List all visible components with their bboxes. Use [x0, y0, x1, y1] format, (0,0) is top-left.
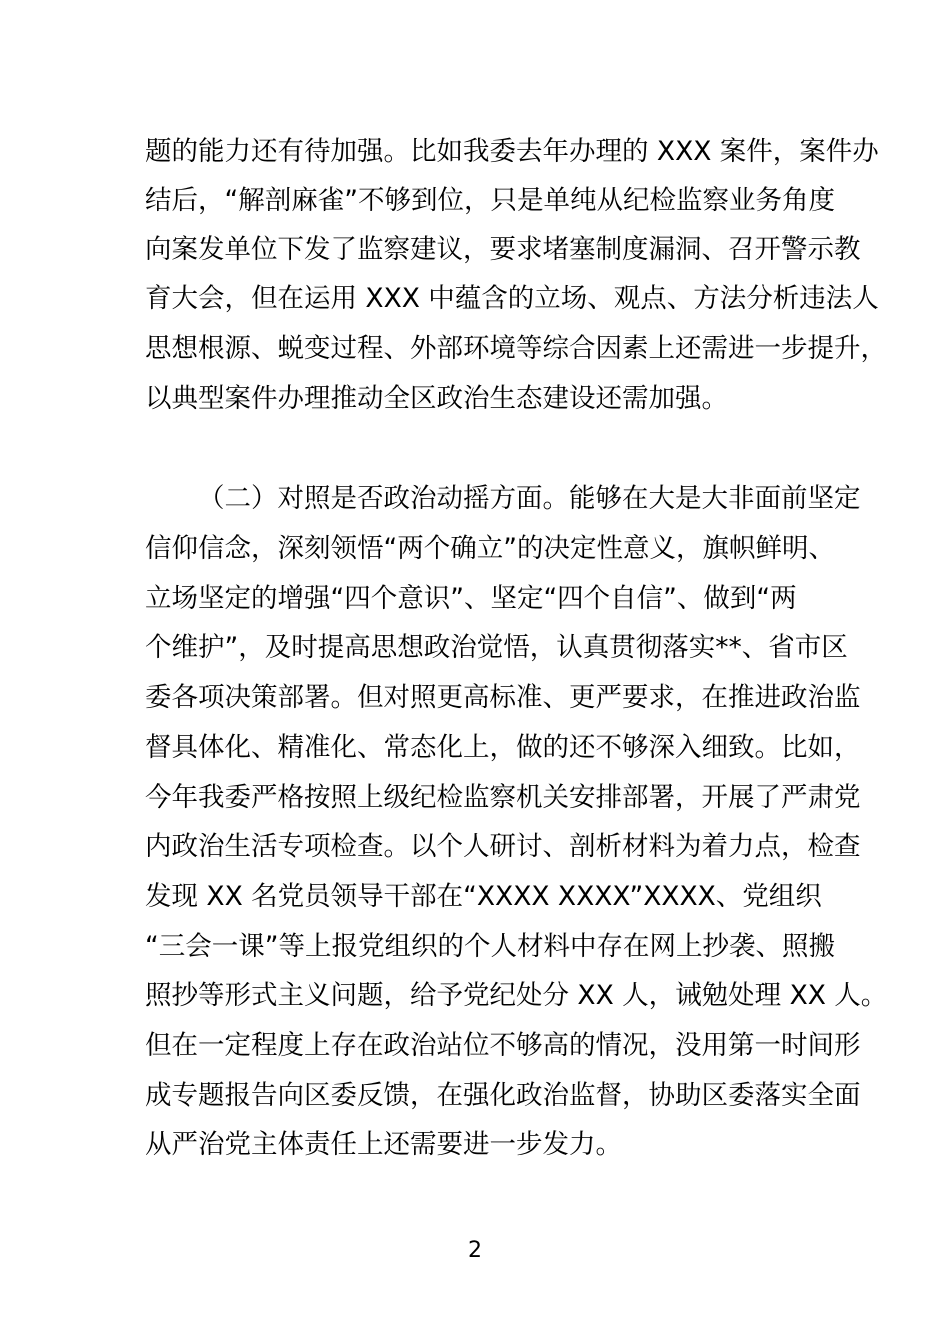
- paragraph-line: 信仰信念，深刻领悟“两个确立”的决定性意义，旗帜鲜明、: [145, 533, 835, 564]
- paragraph-line: “三会一课”等上报党组织的个人材料中存在网上抄袭、照搬: [145, 931, 835, 962]
- paragraph-line: 今年我委严格按照上级纪检监察机关安排部署，开展了严肃党: [145, 782, 861, 813]
- paragraph-line: 思想根源、蜕变过程、外部环境等综合因素上还需进一步提升，: [145, 333, 887, 364]
- paragraph-line: 结后，“解剖麻雀”不够到位，只是单纯从纪检监察业务角度: [145, 185, 835, 216]
- paragraph-line: 题的能力还有待加强。比如我委去年办理的 XXX 案件，案件办: [145, 136, 879, 167]
- paragraph-line: 从严治党主体责任上还需要进一步发力。: [145, 1129, 622, 1160]
- paragraph-line: （二）对照是否政治动摇方面。能够在大是大非面前坚定: [198, 483, 861, 514]
- paragraph-line: 照抄等形式主义问题，给予党纪处分 XX 人，诫勉处理 XX 人。: [145, 980, 888, 1011]
- page-number: 2: [468, 1238, 482, 1263]
- paragraph-line: 内政治生活专项检查。以个人研讨、剖析材料为着力点，检查: [145, 831, 861, 862]
- paragraph-line: 督具体化、精准化、常态化上，做的还不够深入细致。比如，: [145, 732, 861, 763]
- paragraph-line: 成专题报告向区委反馈，在强化政治监督，协助区委落实全面: [145, 1080, 861, 1111]
- paragraph-line: 向案发单位下发了监察建议，要求堵塞制度漏洞、召开警示教: [145, 234, 861, 265]
- paragraph-line: 但在一定程度上存在政治站位不够高的情况，没用第一时间形: [145, 1030, 861, 1061]
- paragraph-line: 发现 XX 名党员领导干部在“XXXX XXXX”XXXX、党组织: [145, 881, 822, 912]
- paragraph-line: 育大会，但在运用 XXX 中蕴含的立场、观点、方法分析违法人: [145, 283, 879, 314]
- paragraph-line: 委各项决策部署。但对照更高标准、更严要求，在推进政治监: [145, 682, 861, 713]
- paragraph-line: 立场坚定的增强“四个意识”、坚定“四个自信”、做到“两: [145, 583, 797, 614]
- paragraph-line: 以典型案件办理推动全区政治生态建设还需加强。: [145, 383, 728, 414]
- paragraph-line: 个维护”，及时提高思想政治觉悟，认真贯彻落实**、省市区: [145, 632, 848, 663]
